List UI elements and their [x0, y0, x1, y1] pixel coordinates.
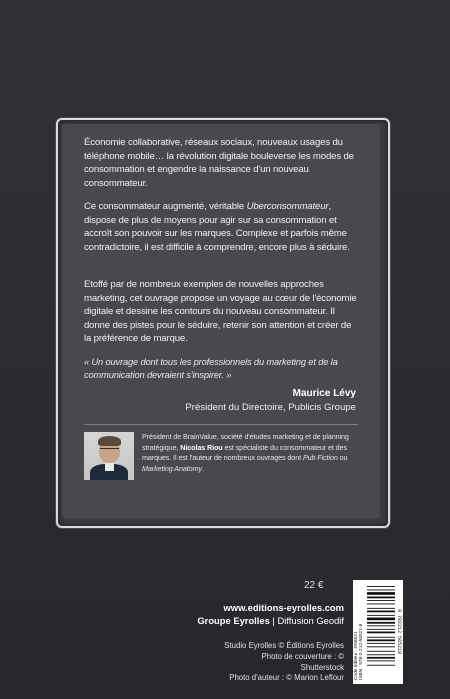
barcode-bar: [367, 622, 395, 624]
barcode-bar: [367, 597, 395, 599]
price: 22 €: [304, 580, 324, 591]
barcode-bar: [367, 586, 395, 587]
bio-part-3: ou: [337, 453, 348, 463]
description-paragraph-2: [84, 200, 360, 254]
barcode-bar: [367, 618, 395, 621]
barcode-bar: [367, 665, 395, 666]
barcode-bar: [367, 639, 395, 641]
bio-part-2: est spécialiste du consommateur et des marques. Il est l'auteur de nombreux ouvrages dont: [142, 442, 347, 463]
bio-part-4: .: [201, 463, 204, 473]
barcode-bar: [367, 643, 395, 644]
author-name: Nicolas Riou: [180, 442, 223, 452]
credit-cover-photo: Photo de couverture : © Shutterstock: [261, 651, 344, 672]
code-editeur: Code éditeur : G56521: [354, 631, 359, 680]
barcode-bar: [367, 600, 395, 601]
barcode-bar: [367, 625, 395, 626]
publisher-group: Groupe Eyrolles: [197, 615, 270, 626]
description-paragraph-1: Économie collaborative, réseaux sociaux, nouveaux usages du téléphone mobile… la révolution digitale bouleverse les modes de consommation et engendre la naissance d'un nouveau consommateur.: [84, 137, 354, 189]
barcode-digits: 9 782212 565218: [396, 609, 402, 655]
barcode-bar: [367, 657, 395, 659]
barcode-bar: [367, 611, 395, 613]
barcode-bar: [367, 654, 395, 655]
isbn-info: [354, 584, 364, 680]
author-bio: [142, 432, 360, 474]
book-title-pub-fiction: Pub Fiction: [302, 453, 338, 463]
paragraph-2-start: Ce consommateur augmenté, véritable: [84, 201, 247, 212]
barcode-bar: [367, 590, 395, 591]
publisher-website[interactable]: www.editions-eyrolles.com: [223, 602, 344, 613]
quote-author-role: Président du Directoire, Publicis Groupe: [185, 402, 356, 413]
divider: [84, 424, 358, 425]
barcode-icon: [367, 585, 395, 679]
distribution: Diffusion Geodif: [277, 615, 344, 626]
book-title-marketing-anatomy: Marketing Anatomy: [142, 463, 202, 473]
credits: [218, 641, 344, 684]
author-photo: [84, 432, 134, 480]
barcode-bar: [367, 646, 395, 647]
barcode-bar: [367, 615, 395, 616]
barcode-bar: [367, 637, 395, 638]
publisher-line: [176, 615, 344, 626]
barcode-bar: [367, 604, 395, 605]
quote-author-name: Maurice Lévy: [292, 388, 356, 399]
credit-studio: Studio Eyrolles © Éditions Eyrolles: [224, 641, 344, 650]
barcode-bar: [367, 651, 395, 652]
bio-part-1: Président de BrainValue, société d'études marketing et de planning stratégique,: [142, 432, 349, 452]
barcode-bar: [367, 632, 395, 634]
isbn: ISBN : 978-2-212-56521-8: [359, 623, 365, 680]
description-paragraph-3: Etoffé par de nombreux exemples de nouvelles approches marketing, cet ouvrage propose un voyage au cœur de l'économie digitale et dessine les contours du nouveau consommateur. Il donne des pistes pour le séduire, retenir son attention et créer de la préférence de marque.: [84, 279, 357, 345]
barcode-bar: [367, 629, 395, 630]
barcode-bar: [367, 608, 395, 609]
endorsement-quote: « Un ouvrage dont tous les professionnels du marketing et de la communication devraient s'inspirer. »: [84, 357, 338, 381]
publisher-separator: |: [269, 615, 278, 626]
paragraph-2-end: , dispose de plus de moyens pour agir sur sa consommation et accroît son pouvoir sur les marques. Complexe et parfois même contradictoire, il est difficile à comprendre, encore plus à séduire.: [84, 201, 350, 253]
uberconsommateur-term: Uberconsommateur: [246, 201, 329, 212]
barcode-bar: [367, 592, 395, 595]
credit-author-photo: Photo d'auteur : © Marion Leflour: [229, 673, 344, 683]
barcode-bar: [367, 660, 395, 661]
